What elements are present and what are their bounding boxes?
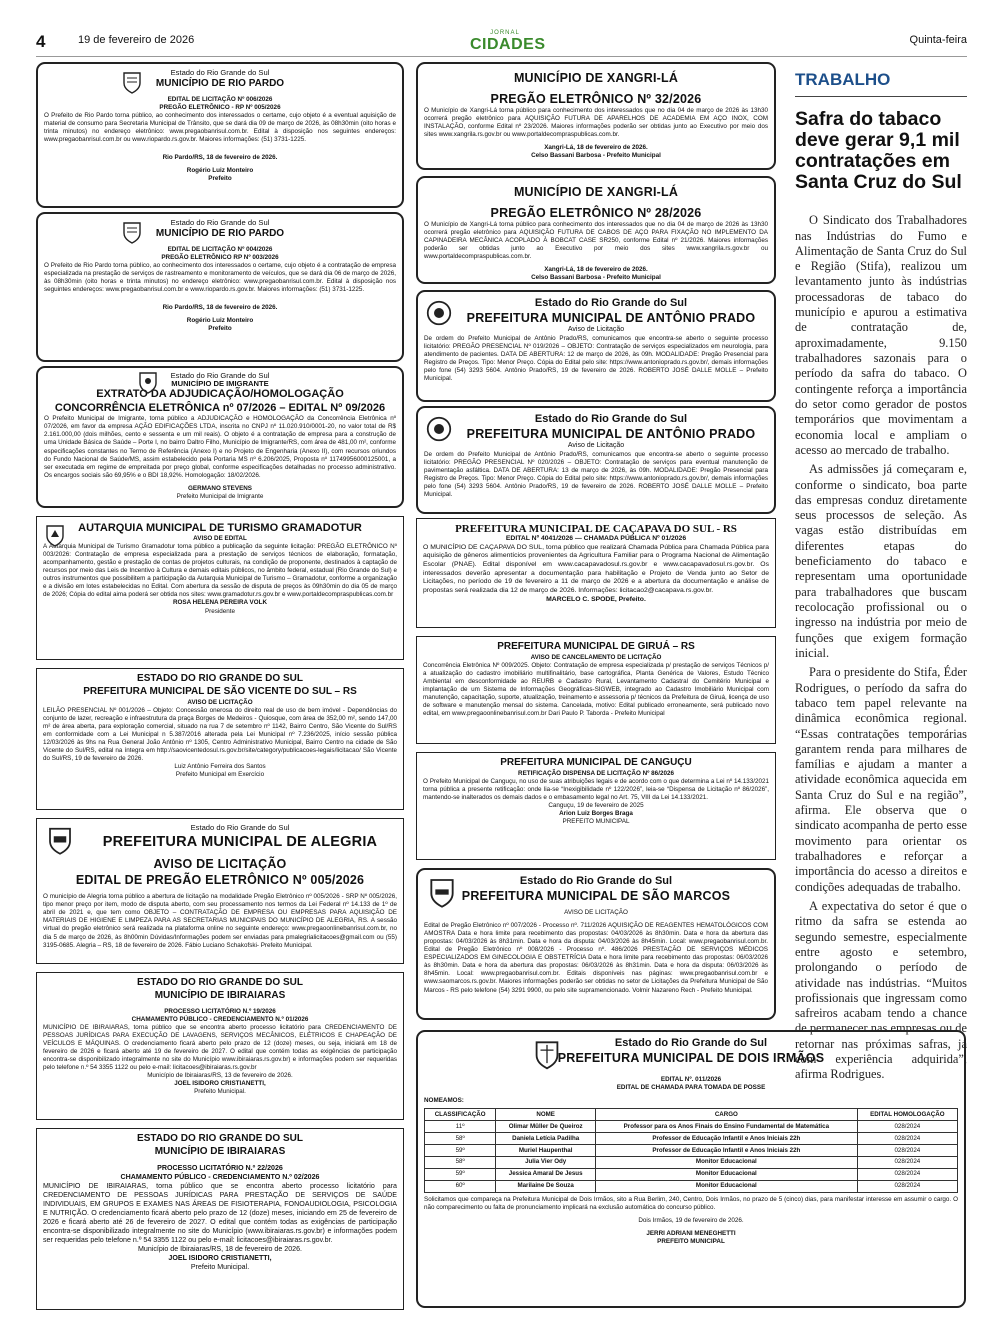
- ad-subtitle-2: EDITAL DE PREGÃO ELETRÔNICO Nº 005/2026: [75, 873, 365, 888]
- ad-role: Prefeito: [208, 324, 232, 332]
- table-cell: 028/2024: [857, 1156, 957, 1168]
- ad-title: PREFEITURA MUNICIPAL DE ANTÔNIO PRADO: [466, 311, 756, 326]
- ad-signature: Rogério Luiz Monteiro: [186, 316, 254, 324]
- table-row: [425, 1145, 958, 1157]
- table-cell: 59º: [425, 1168, 496, 1180]
- header-rule: [36, 56, 967, 57]
- ad-state: Estado do Rio Grande do Sul: [170, 218, 270, 227]
- ad-ibiraiaras-2: [36, 1128, 404, 1310]
- ad-title: PREFEITURA MUNICIPAL DE ALEGRIA: [102, 833, 378, 850]
- ad-state: Estado do Rio Grande do Sul: [614, 1037, 768, 1049]
- ad-title: PREFEITURA MUNICIPAL DE SÃO MARCOS: [461, 889, 731, 904]
- ad-state: Estado do Rio Grande do Sul: [534, 297, 688, 309]
- ad-xangri-la-2: [416, 176, 776, 284]
- ad-subtitle: RETIFICAÇÃO DISPENSA DE LICITAÇÃO Nº 86/2026: [518, 769, 674, 777]
- ad-title: MUNICÍPIO DE XANGRI-LÁ: [513, 185, 679, 199]
- ad-ibiraiaras-1: [36, 972, 404, 1120]
- table-row: [425, 1121, 958, 1133]
- ad-state: Estado do Rio Grande do Sul: [190, 823, 290, 832]
- ad-body: LEILÃO PRESENCIAL Nº 001/2026 – Objeto: Concessão onerosa do direito real de uso de bem imóvel - Dependências do conjunto de lazer, recreação e infraestrutura da praça Borges de Medeiros - Quiosque, com área de 352,00 m², sendo 147,00 m² de área aberta, para exploração comercial, situado na rua 7 de setembro nº 1142, Bairro Centro, São Vicente do Sul/RS em conformidade com a Lei Municipal n 5.387/2016 alterada pela Lei Municipal nº 7.236/2025, início sessão pública 12/03/2026 às 9hs na Rua General João Antônio nº 1305, Centro Administrativo Municipal, Bairro Centro na cidade de São Vicente do Sul/RS, edital na íntegra em http://saovicentedosul.rs.gov.br/site/category/publicacoes-legais/licitacao/ São Vicente do Sul/RS, 19 de fevereiro de 2026.: [43, 706, 397, 762]
- ad-body: O município de Alegria torna público a abertura de licitação na modalidade Pregão Eletrônico nº 005/2026 - SRP Nº 005/2026, tipo menor preço por item, modo de disputa aberto, com seu processamento nos termos da Lei Federal nº 14.133 de 1º de abril de 2021 e, que tem como OBJETO – CONTRATAÇÃO DE EMPRESA OU EMPRESAS PARA AQUISIÇÃO DE MATERIAIS DE HIGIENE E LIMPEZA PARA AS SECRETARIAS MUNICIPAIS DO MUNICÍPIO DE ALEGRIA, RS. A sessão virtual do pregão eletrônico será realizada na plataforma online no seguinte endereço: www.pregaoonlinebanrisul.com.br, no dia 5 de março de 2026, às 8h00min Dúvidas/Informações podem ser enviadas para pmalegrialicitacoes@gmail.com ou (55) 3195-0685. Alegria – RS, 18 de fevereiro de 2026. Fábio Luciano Schakofski- Prefeito Municipal.: [43, 893, 397, 949]
- ad-body: De ordem do Prefeito Municipal de Antônio Prado/RS, comunicamos que encontra-se aberto o seguinte processo licitatório: PREGÃO PRESENCIAL Nº 020/2026 – OBJETO: Contratação de serviços para eventual manutenção de pavimentação asfáltica. DATA DE ABERTURA: 13 de março de 2026, às 09h. MODALIDADE: Pregão Presencial para Registro de Preços. Tipo: Menor Preço. Cópia do Edital pelo site: https://www.antonioprado.rs.gov.br/, demais informações pelo fone (54) 3293 5604. Antônio Prado/RS, 19 de fevereiro de 2026. ROBERTO JOSÉ DALLE MOLLE – Prefeito Municipal.: [424, 451, 768, 499]
- ad-title: PREFEITURA MUNICIPAL DE CANGUÇU: [500, 757, 692, 768]
- table-cell: 60º: [425, 1180, 496, 1192]
- table-cell: Monitor Educacional: [596, 1168, 858, 1180]
- table-cell: 028/2024: [857, 1133, 957, 1145]
- ad-subtitle: AVISO DE EDITAL: [193, 535, 247, 543]
- ad-title: PREFEITURA MUNICIPAL DE DOIS IRMÃOS: [557, 1051, 825, 1066]
- ad-role: Prefeito Municipal.: [194, 1088, 246, 1096]
- ad-title: AUTARQUIA MUNICIPAL DE TURISMO GRAMADOTUR: [78, 522, 362, 534]
- paragraph: Para o presidente do Stifa, Éder Rodrigues, o período da safra do tabaco tem papel relevante na dinâmica econômica regional. “Essas contratações temporárias garantem renda para milhares de famílias e ajudam a manter a atividade econômica aquecida em Santa Cruz do Sul e na região”, afirma. Ele observa que o sindicato acompanha de perto esse movimento para orientar os trabalhadores e reforçar a importância do acesso a direitos e condições adequadas de trabalho.: [795, 665, 967, 894]
- ad-antonio-prado-1: [416, 290, 776, 402]
- table-row: [425, 1133, 958, 1145]
- col-header: CARGO: [596, 1109, 858, 1121]
- ad-title: MUNICÍPIO DE RIO PARDO: [155, 77, 285, 89]
- ad-place: Xangri-Lá, 18 de fevereiro de 2026.: [544, 144, 648, 152]
- table-cell: 028/2024: [857, 1121, 957, 1133]
- ad-body: O Prefeito de Rio Pardo torna público, ao conhecimento dos interessados o certame, cujo objeto é a eventual aquisição de material de consumo para Secretaria Municipal de Trânsito, que se dará dia 09 de março de 2026, às 08h30min (oito horas e trinta minutos) no endereço eletrônico: www.pregaobanrisul.com.br. Edital à disposição nos seguintes endereços: www.pregaobanrisul.com.br ou www.riopardo.rs.gov.br. Maiores informações: (51) 3731-1225.: [44, 111, 396, 143]
- ad-subtitle: EDITAL Nº. 011/2026: [660, 1076, 722, 1084]
- article-body: [795, 213, 967, 1083]
- ad-subtitle-2: CONCORRÊNCIA ELETRÔNICA nº 07/2026 – EDITAL Nº 09/2026: [54, 402, 386, 415]
- ad-cangucu: [416, 752, 776, 860]
- table-row: [425, 1156, 958, 1168]
- table-cell: Olimar Müller De Queiroz: [496, 1121, 596, 1133]
- ad-role: Prefeito: [208, 174, 232, 182]
- table-cell: Jessica Amaral De Jesus: [496, 1168, 596, 1180]
- ad-state: Estado do Rio Grande do Sul: [534, 413, 688, 425]
- ad-place: Xangri-Lá, 18 de fevereiro de 2026.: [544, 266, 648, 274]
- ad-signature: MARCELO C. SPODE, Prefeito.: [546, 595, 646, 603]
- ad-place: Canguçu, 19 de fevereiro de 2025: [548, 801, 644, 809]
- ad-role: Presidente: [204, 607, 236, 615]
- ad-subtitle: PREGÃO ELETRÔNICO Nº 28/2026: [490, 206, 702, 220]
- ad-sao-vicente: [36, 668, 404, 810]
- ad-subtitle-2: EDITAL DE CHAMADA PARA TOMADA DE POSSE: [616, 1084, 766, 1092]
- table-cell: Monitor Educacional: [596, 1180, 858, 1192]
- ad-subtitle: PREGÃO ELETRÔNICO Nº 32/2026: [490, 92, 702, 106]
- table-cell: 58º: [425, 1156, 496, 1168]
- headline: Safra do tabaco deve gerar 9,1 mil contratações em Santa Cruz do Sul: [795, 108, 962, 194]
- crest-icon: [426, 298, 452, 328]
- ad-place: Rio Pardo/RS, 18 de fevereiro de 2026.: [162, 153, 278, 161]
- table-cell: 028/2024: [857, 1168, 957, 1180]
- ad-role: PREFEITO MUNICIPAL: [657, 1237, 725, 1245]
- ad-body: O MUNICÍPIO DE CAÇAPAVA DO SUL, torna público que realizará Chamada Pública para Chamada Pública para aquisição de gêneros alimentícios provenientes da Agricultura Familiar para o Programa Nacional de Alimentação Escolar (PNAE). Edital disponível em www.cacapavadosul.rs.gov.br e www.cacapavadosul.rs.gov.br. Os interessados deverão apresentar a documentação para habilitação e Projeto de Venda junto ao Setor de Licitações, no período de 19 de fevereiro a 11 de março de 2026 e a abertura da documentação e análise de propostas será realizada dia 12 de março de 2026. Informações: licitacao2@cacapava.rs.gov.br.: [423, 543, 769, 595]
- logo-big: CIDADES: [470, 36, 546, 53]
- ad-body: O Município de Xangri-Lá torna público para conhecimento dos interessados que no dia 04 de março de 2026 às 13h30 ocorrerá pregão eletrônico para AQUISIÇÃO FUTURA DE APARELHOS DE ACADEMIA EM AÇO INOX, COM INSTALAÇÃO, conforme Edital nº 23/2026. Maiores informações poderão ser obtidas junto ao Executivo por meio dos sites www.xangrila.rs.gov.br ou www.portaldecompraspublicas.com.br.: [424, 107, 768, 139]
- table-cell: 58º: [425, 1133, 496, 1145]
- ad-xangri-la-1: [416, 62, 776, 170]
- table-cell: 028/2024: [857, 1145, 957, 1157]
- crest-icon: [426, 414, 452, 444]
- crest-icon: [138, 370, 158, 394]
- ad-signature: GERMANO STEVENS: [187, 484, 253, 492]
- ad-subtitle: EXTRATO DA ADJUDICAÇÃO/HOMOLOGAÇÃO: [96, 388, 344, 401]
- ad-title: ESTADO DO RIO GRANDE DO SUL: [137, 673, 303, 684]
- col-header: NOME: [496, 1109, 596, 1121]
- ad-body: De ordem do Prefeito Municipal de Antônio Prado/RS, comunicamos que encontra-se aberto o seguinte processo licitatório: PREGÃO PRESENCIAL Nº 019/2026 – OBJETO: Contratação de serviços especializados em neurologia, para atendimento de pacientes. DATA DE ABERTURA: 12 de março de 2026, às 09h. MODALIDADE: Pregão Presencial para Registro de Preços. Tipo: Menor Preço. Cópia do Edital pelo site: https://www.antonioprado.rs.gov.br/, demais informações pelo fone (54) 3293 5604. Antônio Prado/RS, 19 de fevereiro de 2026. ROBERTO JOSÉ DALLE MOLLE – Prefeito Municipal.: [424, 335, 768, 383]
- ad-subtitle: AVISO DE CANCELAMENTO DE LICITAÇÃO: [530, 653, 662, 661]
- ad-title: ESTADO DO RIO GRANDE DO SUL: [137, 1133, 303, 1144]
- ad-girua: [416, 636, 776, 744]
- nominations-table: [424, 1108, 958, 1193]
- ad-subtitle: Aviso de Licitação: [567, 326, 625, 334]
- ad-body: Edital de Pregão Eletrônico nº 007/2026 - Processo nº. 711/2026 AQUISIÇÃO DE REAGENTES HEMATOLÓGICOS COM AMOSTRA Data e hora limite para recebimento das propostas: 04/03/2026 às 8h30min. Data e hora da abertura das propostas: 04/03/2026 às 8h31min. Data e hora da disputa: 04/03/2026 às 8h45min. Local: www.pregaobanrisul.com.br. Edital de Pregão Eletrônico nº 008/2026 - Processo nº. 486/2026 PRESTAÇÃO DE SERVIÇOS MÉDICOS ESPECIALIZADOS EM GINECOLOGIA E OBSTETRÍCIA Data e hora limite para recebimento das propostas: 06/03/2026 às 8h30min. Data e hora da abertura das propostas: 06/03/2026 às 8h31min. Data e hora da disputa: 06/03/2026 às 8h45min. Local: www.pregaobanrisul.com.br. Editais disponíveis nas páginas: www.pregaobanrisul.com.br e www.saomarcos.rs.gov.br. Maiores informações poderão ser obtidas no setor de Licitações da Prefeitura Municipal de São Marcos - RS pelo telefone (54) 3291 9900, ou pelo site supramencionado. Volmir Nazareno Rech - Prefeito Municipal.: [424, 922, 768, 994]
- ad-antonio-prado-2: [416, 406, 776, 514]
- table-header-row: [425, 1109, 958, 1121]
- crest-icon: [45, 523, 65, 547]
- page-number: 4: [36, 32, 46, 51]
- ad-signature: JERRI ADRIANI MENEGHETTI: [646, 1229, 736, 1237]
- ad-title: ESTADO DO RIO GRANDE DO SUL: [137, 977, 303, 988]
- col-header: CLASSIFICAÇÃO: [425, 1109, 496, 1121]
- ad-title-2: PREFEITURA MUNICIPAL DE SÃO VICENTE DO SUL – RS: [83, 685, 357, 697]
- newspaper-logo: [470, 30, 546, 54]
- table-cell: Professor de Educação Infantil e Anos Iniciais 22h: [596, 1133, 858, 1145]
- table-row: [425, 1168, 958, 1180]
- ad-subtitle: AVISO DE LICITAÇÃO: [564, 909, 628, 917]
- ad-body: MUNICÍPIO DE IBIRAIARAS, torna público que se encontra aberto processo licitatório para CREDENCIAMENTO DE PESSOAS JURÍDICAS PARA PRESTAÇÃO DE SERVIÇOS DE SAÚDE INDIVIDUAIS, EM GRUPOS E EXAMES NAS ÁREAS DE FISIOTERAPIA, FONOAUDIOLOGIA, PSICOLOGIA E NUTRIÇÃO. O credenciamento ficará aberto pelo prazo de 12 (doze) meses, iniciando em 25 de fevereiro de 2026 e ficará aberto até 26 de fevereiro de 2027. O edital que contém todas as exigências de participação encontra-se disponibilizado integralmente no site do Município (www.ibiraiaras.rs.gov.br) e informações podem ser requeridas pelo telefone n.º 54 3355 1122 ou pelo e-mail: licitacoes@ibiraiaras.rs.gov.br.: [43, 1181, 397, 1245]
- ad-place: Município de Ibiraiaras/RS, 13 de fevereiro de 2026.: [147, 1071, 293, 1079]
- ad-title: PREFEITURA MUNICIPAL DE ANTÔNIO PRADO: [466, 427, 756, 442]
- ad-place: Município de Ibiraiaras/RS, 18 de fevereiro de 2026.: [137, 1245, 303, 1254]
- ad-role: Prefeito Municipal.: [190, 1263, 250, 1272]
- ad-label: NOMEAMOS:: [424, 1097, 464, 1105]
- crest-icon: [122, 220, 142, 244]
- crest-icon: [534, 1038, 560, 1070]
- col-header: EDITAL HOMOLOGAÇÃO: [857, 1109, 957, 1121]
- ad-subtitle: PROCESSO LICITATÓRIO N.º 19/2026: [164, 1007, 276, 1015]
- table-cell: 028/2024: [857, 1180, 957, 1192]
- table-cell: Daniela Letícia Padilha: [496, 1133, 596, 1145]
- logo-small: JORNAL: [490, 30, 520, 36]
- ad-body: O Prefeito de Rio Pardo torna público, ao conhecimento dos interessados o certame, cujo objeto é a contratação de empresa especializada na prestação de serviços de rastreamento e monitoramento de veículos, que se dará dia 06 de março de 2026, às 08h30min (oito horas e trinta minutos) no endereço eletrônico: www.pregaobanrisul.com.br. Edital à disposição nos seguintes endereços: www.pregaobanrisul.com.br e www.riopardo.rs.gov.br. Maiores informações: (51) 3731-1225.: [44, 261, 396, 293]
- weekday: Quinta-feira: [909, 34, 967, 46]
- ad-alegria: [36, 818, 404, 964]
- table-cell: Monitor Educacional: [596, 1156, 858, 1168]
- ad-place: Dois Irmãos, 19 de fevereiro de 2026.: [638, 1216, 744, 1224]
- paragraph: O Sindicato dos Trabalhadores nas Indústrias do Fumo e Alimentação de Santa Cruz do Sul e Região (Stifa), realizou um levantamento junto às indústrias processadoras de tabaco do município e apurou a estimativa de contratação de, aproximadamente, 9.150 trabalhadores sazonais para o período da safra do tabaco. O contingente reforça a importância do setor como gerador de postos temporários que movimentam a economia local e ampliam o acesso ao mercado de trabalho.: [795, 213, 967, 457]
- ad-body: A Autarquia Municipal de Turismo Gramadotur torna público a publicação da seguinte licitação: PREGÃO ELETRÔNICO Nº 003/2026: Contratação de empresa especializada para a prestação de serviços técnicos de elaboração, formatação, acompanhamento, gestão e prestação de contas de projetos culturais, na condição de proponente, destinados à captação de recursos por meio das Leis de Incentivo à Cultura e demais editais públicos, no âmbito federal, estadual (Rio Grande do Sul) e outros instrumentos que possibilitem a participação da Autarquia Municipal de Turismo – Gramadotur, conforme a organização e a divisão em lotes estabelecidas no Edital. Com abertura da sessão de disputa de preços às 09h30min do dia 05 de março de 2026; Cópia do edital aima poderá ser obtida nos sites: www.gramadotur.rs.gov.br e www.portaldecompraspublicas.com.br: [43, 543, 397, 599]
- ad-subtitle: AVISO DE LICITAÇÃO: [153, 857, 287, 872]
- ad-subtitle: EDITAL Nº 4041/2026 — CHAMADA PÚBLICA Nº 01/2026: [505, 535, 687, 542]
- crest-icon: [122, 70, 142, 94]
- ad-cacapava: [416, 518, 776, 628]
- ad-role: PREFEITO MUNICIPAL: [562, 818, 630, 826]
- ad-role: Prefeito Municipal de Imigrante: [176, 492, 264, 500]
- ad-state: Estado do Rio Grande do Sul: [519, 875, 673, 887]
- table-cell: Professor para os Anos Finais do Ensino Fundamental de Matemática: [596, 1121, 858, 1133]
- ad-rio-pardo-1: [36, 62, 404, 208]
- table-cell: Muriel Haupenthal: [496, 1145, 596, 1157]
- ad-place: Rio Pardo/RS, 18 de fevereiro de 2026.: [162, 303, 278, 311]
- ad-title: MUNICÍPIO DE XANGRI-LÁ: [513, 71, 679, 85]
- ad-signature: Luiz Antônio Ferreira dos Santos: [174, 762, 266, 770]
- ad-subtitle-2: CHAMAMENTO PÚBLICO - CREDENCIAMENTO N.º 01/2026: [131, 1015, 309, 1023]
- ad-signature: JOEL ISIDORO CRISTIANETTI,: [168, 1254, 272, 1263]
- paragraph: A expectativa do setor é que o ritmo da safra se estenda ao segundo semestre, especialmente entre agosto e setembro, prolongando o período de atividade nas indústrias. “Muitos profissionais que ingressam como safreiros acabam tendo a chance de permanecer nas empresas ou de retornar nas próximas safras, já com experiência adquirida”, afirma Rodrigues.: [795, 898, 967, 1082]
- ad-body: Solicitamos que compareça na Prefeitura Municipal de Dois Irmãos, sito a Rua Berlim, 240, Centro, Dois Irmãos, no prazo de 5 (cinco) dias, para manifestar interesse em assumir o cargo. O não comparecimento ou falta de pronunciamento implicará na exclusão automática do concurso público.: [424, 1195, 958, 1211]
- ad-subtitle: AVISO DE LICITAÇÃO: [187, 698, 253, 706]
- ad-body: O Município de Xangri-Lá torna público para conhecimento dos interessados que no dia 04 de março de 2026 às 13h30 ocorrerá pregão eletrônico para AQUISIÇÃO FUTURA DE CABOS DE AÇO PARA FIXAÇÃO NO IMPLEMENTO DA CAPINADEIRA MECÂNICA ACOPLADO À BOBCAT CASE SR250, conforme Edital nº 21/2026. Maiores informações poderão ser obtidas junto ao Executivo por meio dos sites www.xangrila.rs.gov.br ou www.portaldecompraspublicas.com.br.: [424, 221, 768, 261]
- crest-icon: [428, 876, 456, 908]
- ad-signature: Celso Bassani Barbosa - Prefeito Municipal: [531, 152, 661, 160]
- article-column: [795, 60, 967, 1087]
- crest-icon: [47, 825, 73, 855]
- ad-signature: ROSA HELENA PEREIRA VOLK: [172, 599, 268, 607]
- ad-body: O Prefeito Municipal de Imigrante, torna público a ADJUDICAÇÃO e HOMOLOGAÇÃO da Concorrência Eletrônica nº 07/2026, em favor da empresa AÇÃO EDIFICAÇÕES LTDA, inscrita no CNPJ nº 11.020.910/0001-20, no valor total de R$ 2.161.000,00 (dois milhões, cento e sessenta e um mil reais). O objeto é a contratação de empresa para a construção de uma Unidade Básica de Saúde – Porte I, no bairro Daltro Filho, Município de Imigrante/RS, com área de 481,00 m², conforme especificações constantes no Termo de Referência (Anexo I) e no Projeto de Engenharia (Anexo II), com recursos oriundos do Fundo Nacional de Saúde/MS, assim estabelecido pela Portaria MS nº 6.206/2025, Proposta nº 11749956000125001, a ser executada em regime de empreitada por preço global, conforme especificações detalhadas no processo administrativo. Os encargos sociais são 69,95% e o BDI 18,92%. Homologação: 18/02/2026.: [44, 415, 396, 479]
- ad-subtitle: Aviso de Licitação: [567, 442, 625, 450]
- ad-title: MUNICÍPIO DE RIO PARDO: [155, 227, 285, 239]
- ad-signature: Arion Luiz Borges Braga: [559, 810, 633, 818]
- ad-subtitle: EDITAL DE LICITAÇÃO Nº 004/2026: [167, 245, 273, 253]
- edition-date: 19 de fevereiro de 2026: [78, 34, 195, 46]
- ad-subtitle-2: CHAMAMENTO PÚBLICO - CREDENCIAMENTO N.º 02/2026: [120, 1172, 320, 1181]
- paragraph: As admissões já começaram e, conforme o sindicato, boa parte das empresas conduz diretamente seus processos de seleção. As vagas estão distribuídas em diferentes etapas do beneficiamento do tabaco e representam uma oportunidade para trabalhadores que buscam recolocação profissional ou o ingresso na indústria por meio de funções que exigem formação inicial.: [795, 462, 967, 660]
- ad-rio-pardo-2: [36, 212, 404, 362]
- ad-subtitle: EDITAL DE LICITAÇÃO Nº 006/2026: [167, 95, 273, 103]
- ad-title: PREFEITURA MUNICIPAL DE CAÇAPAVA DO SUL - RS: [455, 523, 737, 535]
- ad-role: Prefeito Municipal em Exercício: [175, 771, 265, 779]
- ad-imigrante: [36, 366, 404, 508]
- ad-state: Estado do Rio Grande do Sul: [170, 371, 270, 380]
- ad-body: Concorrência Eletrônica Nº 009/2025. Objeto: Contratação de empresa especializada p/ prestação de serviços Técnicos p/ a atualização do cadastro imobiliário multifinalitário, base cartográfica, Planta Genérica de Valores, Estudo Técnico Ambiental em desconformidade ao REURB e Cadastro Rural, Levantamento Cadastral do Cemitério Municipal e implantação de um Sistema de Informações Geográficas-SIGWEB, integrado ao Cadastro Imobiliário Municipal com manutenção, capacitação, suporte, atualização, treinamento e assessoria p/ técnicos da Prefeitura de Giruá, licença de uso de software e manutenção mensal do sistema. Cancelada, motivo: Edital publicado erroneamente, será publicado novo edital, em www.pregaoonlinebanrisul.com.br Dari Paulo P. Taborda - Prefeito Municipal: [423, 661, 769, 718]
- ad-subtitle-2: PREGÃO ELETRÔNICO RP Nº 003/2026: [161, 253, 279, 261]
- ad-signature: Celso Bassani Barbosa - Prefeito Municipal: [531, 274, 661, 282]
- ad-title: PREFEITURA MUNICIPAL DE GIRUÁ – RS: [497, 641, 695, 652]
- ad-sao-marcos: [416, 868, 776, 1020]
- ad-title-2: MUNICÍPIO DE IBIRAIARAS: [154, 1145, 286, 1157]
- table-cell: Julia Vier Ody: [496, 1156, 596, 1168]
- ad-title: MUNICÍPIO DE IMIGRANTE: [171, 378, 269, 388]
- ad-body: MUNICÍPIO DE IBIRAIARAS, torna público que se encontra aberto processo licitatório para CREDENCIAMENTO DE PESSOAS JURÍDICAS PARA EXECUÇÃO DE LAVAGENS, SERVIÇOS MECÂNICOS, ELÉTRICOS E CHAPEAÇÃO DE VEÍCULOS E MÁQUINAS. O credenciamento ficará aberto pelo prazo de 12 (doze) meses, ou seja, iniciará em 18 de fevereiro de 2026 e ficará aberto até 19 de fevereiro de 2027. O edital que contém todas as exigências de participação encontra-se disponibilizado integralmente no site do Município www.ibiraiaras.rs.gov.br) e informações podem ser requeridas pelo telefone n.º 54 3355 1122 ou pelo e-mail: licitacoes@ibiraiaras.rs.gov.br: [43, 1023, 397, 1071]
- table-row: [425, 1180, 958, 1192]
- ad-title-2: MUNICÍPIO DE IBIRAIARAS: [154, 989, 286, 1001]
- ad-state: Estado do Rio Grande do Sul: [170, 68, 270, 77]
- table-cell: Professor de Educação Infantil e Anos Iniciais 22h: [596, 1145, 858, 1157]
- ad-gramadotur: [36, 516, 404, 660]
- page-header: [0, 0, 1003, 60]
- ad-subtitle-2: PREGÃO ELETRÔNICO - RP Nº 005/2026: [159, 103, 281, 111]
- ad-body: O Prefeito Municipal de Canguçu, no uso de suas atribuições legais e de acordo com o que determina a Lei nº 14.133/2021 torna pública a presente retificação: onde lia-se “Inexigibilidade nº 122/2026”, leia-se “Dispensa de Licitação nº 86/2026”, mantendo-se inalterados os demais dados e o embasamento legal no Art. 75, VIII da Lei 14.133/2021.: [423, 777, 769, 801]
- table-cell: Marilaine De Souza: [496, 1180, 596, 1192]
- section-title: TRABALHO: [795, 70, 967, 97]
- ad-subtitle: PROCESSO LICITATÓRIO N.º 22/2026: [157, 1163, 283, 1172]
- ad-signature: Rogério Luiz Monteiro: [186, 166, 254, 174]
- ad-signature: JOEL ISIDORO CRISTIANETTI,: [174, 1080, 266, 1088]
- table-cell: 59º: [425, 1145, 496, 1157]
- table-cell: 11º: [425, 1121, 496, 1133]
